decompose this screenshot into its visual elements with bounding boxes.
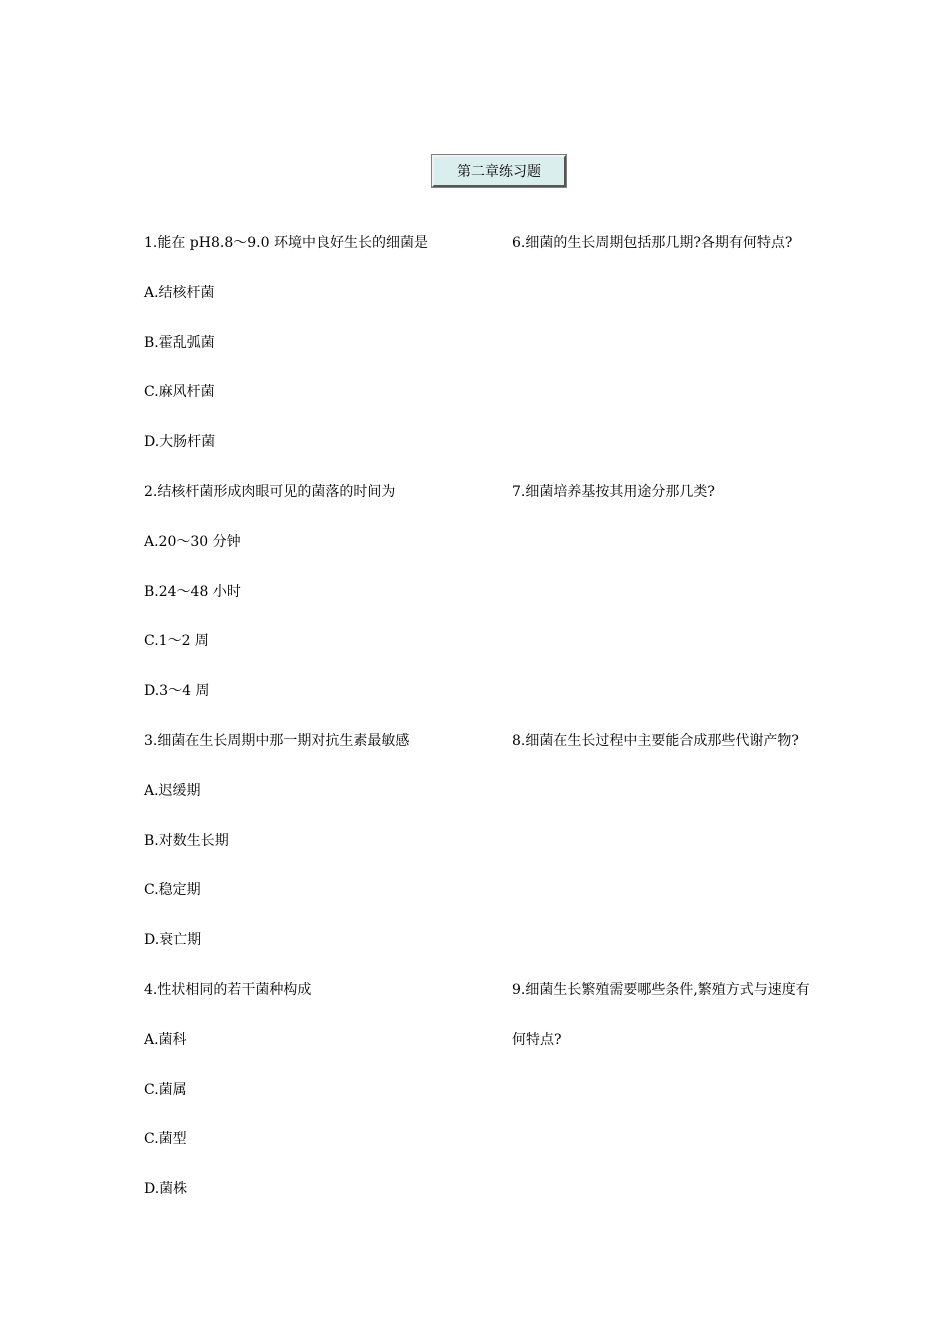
- q4-option-c2: C.菌型: [144, 1131, 187, 1148]
- right-column: [512, 233, 862, 1080]
- question-9-line-2: 何特点?: [512, 1031, 562, 1048]
- q4-option-c1: C.菌属: [144, 1081, 187, 1098]
- question-4: 4.性状相同的若干菌种构成: [144, 981, 312, 998]
- q2-option-c: C.1～2 周: [144, 633, 209, 650]
- q2-option-d: D.3～4 周: [144, 683, 210, 700]
- question-9-line-1: 9.细菌生长繁殖需要哪些条件,繁殖方式与速度有: [512, 981, 810, 998]
- chapter-title: 第二章练习题: [457, 164, 541, 180]
- question-7: 7.细菌培养基按其用途分那几类?: [512, 483, 715, 500]
- question-2: 2.结核杆菌形成肉眼可见的菌落的时间为: [144, 483, 396, 500]
- q4-option-a: A.菌科: [144, 1031, 187, 1048]
- chapter-title-box: [432, 155, 566, 187]
- question-6: 6.细菌的生长周期包括那几期?各期有何特点?: [512, 235, 793, 251]
- q3-option-d: D.衰亡期: [144, 932, 202, 949]
- q3-option-c: C.稳定期: [144, 882, 201, 899]
- left-column: [144, 233, 494, 1229]
- question-1: 1.能在 pH8.8～9.0 环境中良好生长的细菌是: [144, 235, 428, 251]
- q1-option-b: B.霍乱弧菌: [144, 334, 215, 351]
- q2-option-b: B.24～48 小时: [144, 583, 241, 600]
- q1-option-c: C.麻风杆菌: [144, 384, 215, 401]
- q1-option-d: D.大肠杆菌: [144, 434, 216, 451]
- question-8: 8.细菌在生长过程中主要能合成那些代谢产物?: [512, 732, 799, 749]
- q4-option-d: D.菌株: [144, 1181, 188, 1198]
- q2-option-a: A.20～30 分钟: [144, 533, 241, 550]
- q1-option-a: A.结核杆菌: [144, 284, 215, 301]
- q3-option-b: B.对数生长期: [144, 832, 229, 849]
- q3-option-a: A.迟缓期: [144, 782, 201, 799]
- question-3: 3.细菌在生长周期中那一期对抗生素最敏感: [144, 732, 410, 749]
